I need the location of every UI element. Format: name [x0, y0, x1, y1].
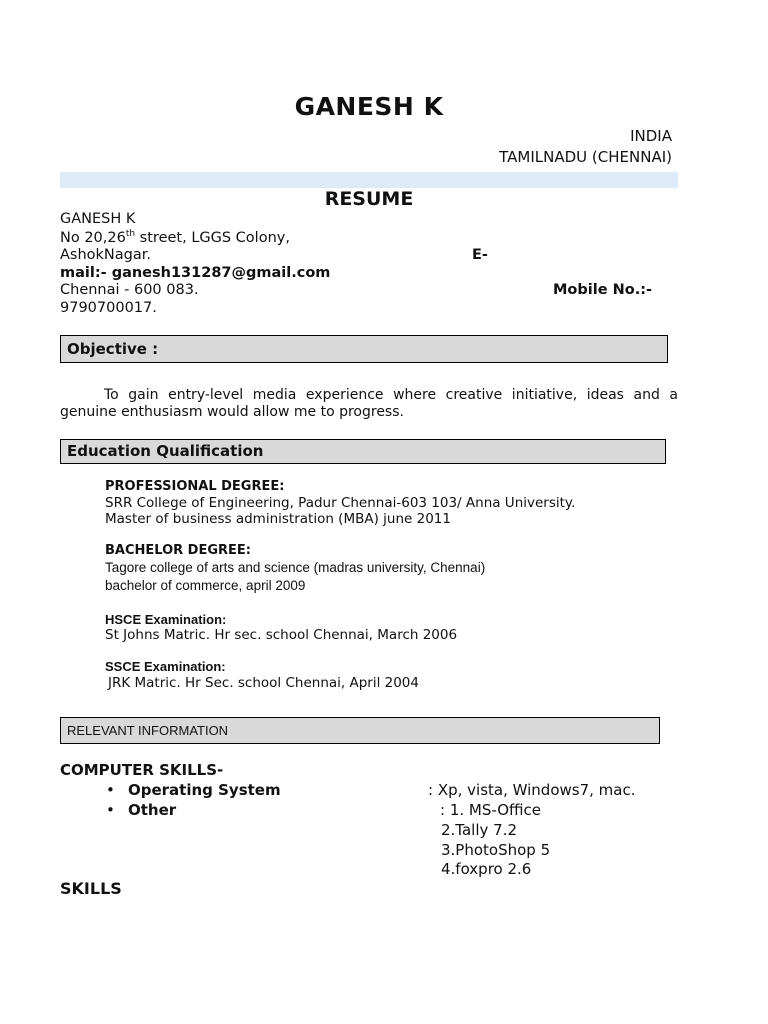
email-line: mail:- ganesh131287@gmail.com	[60, 265, 331, 281]
bachelor-degree-line1: Tagore college of arts and science (madras university, Chennai)	[105, 560, 486, 575]
skills-heading: SKILLS	[60, 879, 122, 898]
education-section-box	[60, 439, 666, 464]
bullet-os: •	[106, 781, 115, 799]
email-prefix: E-	[472, 247, 488, 263]
mobile-label: Mobile No.:-	[553, 282, 653, 298]
professional-degree-line1: SRR College of Engineering, Padur Chennai-603 103/ Anna University.	[105, 495, 576, 511]
bachelor-degree-line2: bachelor of commerce, april 2009	[105, 578, 306, 593]
contact-city-pin: Chennai - 600 083.	[60, 282, 199, 298]
resume-name-title: GANESH K	[294, 92, 444, 121]
professional-degree-heading: PROFESSIONAL DEGREE:	[105, 479, 285, 494]
objective-section-box	[60, 335, 668, 363]
country-line: INDIA	[630, 127, 672, 145]
other-value-3: 3.PhotoShop 5	[441, 841, 551, 859]
os-value: : Xp, vista, Windows7, mac.	[428, 781, 636, 799]
address-sup: th	[125, 229, 136, 239]
other-value-4: 4.foxpro 2.6	[441, 860, 532, 878]
hsce-line: St Johns Matric. Hr sec. school Chennai, March 2006	[105, 627, 458, 643]
bachelor-degree-heading: BACHELOR DEGREE:	[105, 543, 251, 558]
ssce-heading: SSCE Examination:	[105, 659, 226, 674]
address-pre: No 20,26	[60, 229, 126, 246]
other-value-1: : 1. MS-Office	[440, 801, 541, 819]
header-band	[60, 172, 678, 188]
contact-name: GANESH K	[60, 211, 136, 227]
other-label: Other	[128, 801, 177, 819]
address-post: street, LGGS Colony,	[135, 229, 290, 246]
bullet-other: •	[106, 801, 115, 819]
contact-area: AshokNagar.	[60, 247, 151, 263]
professional-degree-line2: Master of business administration (MBA) june 2011	[105, 511, 451, 527]
os-label: Operating System	[128, 781, 281, 799]
objective-text: To gain entry-level media experience where creative initiative, ideas and a genuine enthusiasm would allow me to progress.	[60, 387, 678, 420]
contact-address	[60, 229, 290, 246]
hsce-heading: HSCE Examination:	[105, 612, 227, 627]
relevant-info-section-box	[60, 717, 660, 744]
relevant-info-heading: RELEVANT INFORMATION	[67, 723, 229, 738]
education-heading: Education Qualification	[67, 442, 264, 460]
resume-title: RESUME	[324, 188, 414, 210]
objective-heading: Objective :	[67, 340, 159, 358]
computer-skills-heading: COMPUTER SKILLS-	[60, 761, 224, 779]
ssce-line: JRK Matric. Hr Sec. school Chennai, April 2004	[108, 675, 419, 691]
other-value-2: 2.Tally 7.2	[441, 821, 518, 839]
state-city-line: TAMILNADU (CHENNAI)	[499, 148, 672, 166]
mobile-number: 9790700017.	[60, 300, 157, 316]
